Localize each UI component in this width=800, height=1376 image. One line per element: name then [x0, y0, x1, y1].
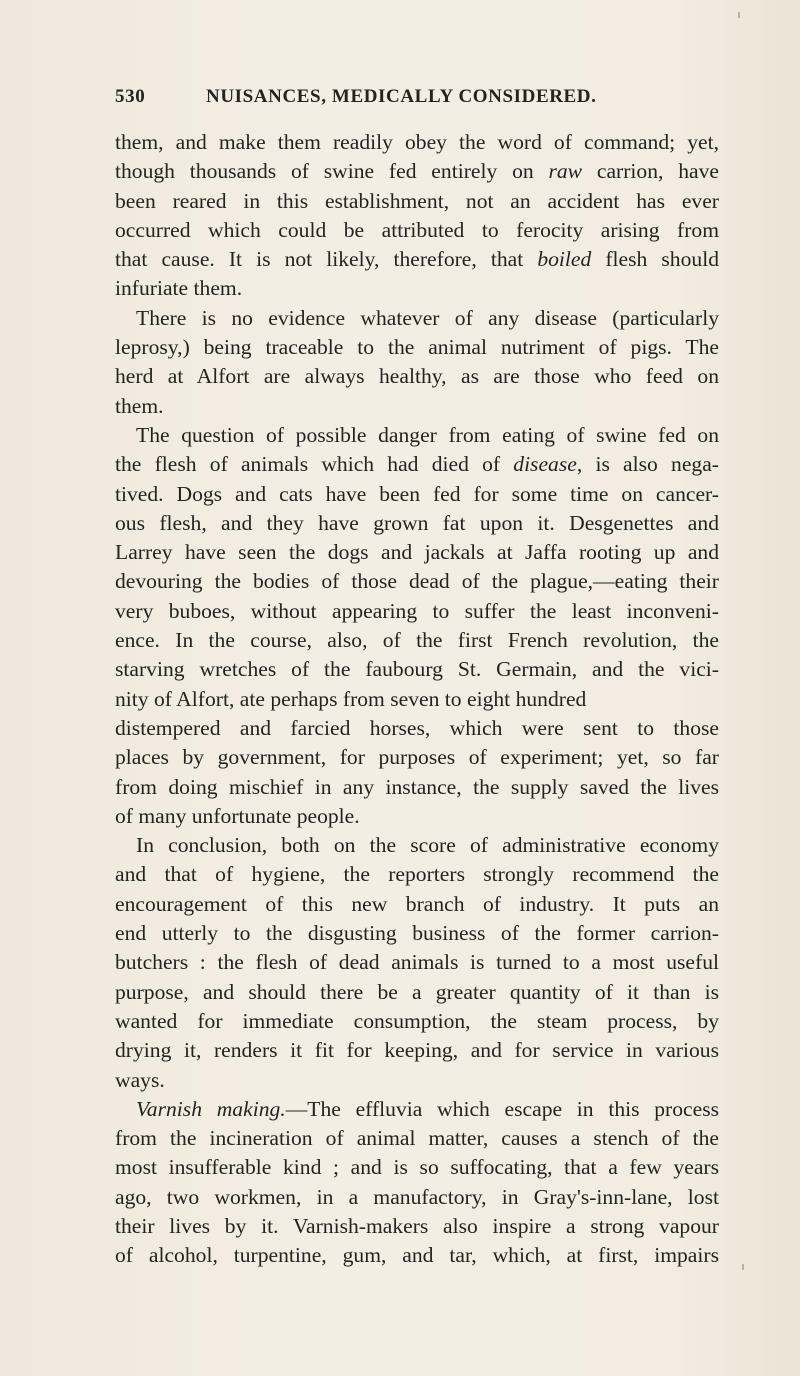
- text-line: Varnish making.—The effluvia which escape in this process: [136, 1096, 720, 1121]
- text-line: The question of possible danger from eating of swine fed on: [136, 422, 719, 447]
- text-line: devouring the bodies of those dead of the plague,—eating their: [115, 569, 719, 594]
- text-line: from doing mischief in any instance, the supply saved the lives: [115, 774, 719, 799]
- text-line: In conclusion, both on the score of administrative economy: [136, 833, 719, 858]
- text-line: the flesh of animals which had died of disease, is also nega-: [115, 452, 719, 477]
- text-line: infuriate them.: [115, 276, 243, 301]
- scan-speck: [742, 1264, 744, 1270]
- scan-speck: [738, 12, 740, 18]
- text-line: that cause. It is not likely, therefore, that boiled flesh should: [115, 247, 719, 272]
- text-line: There is no evidence whatever of any disease (particularly: [136, 305, 719, 330]
- text-line: ous flesh, and they have grown fat upon it. Desgenettes and: [115, 510, 719, 535]
- text-line: starving wretches of the faubourg St. Germain, and the vici-: [115, 657, 719, 682]
- text-line: been reared in this establishment, not an accident has ever: [115, 188, 719, 213]
- text-line: occurred which could be attributed to ferocity arising from: [115, 217, 719, 242]
- text-line: places by government, for purposes of experiment; yet, so far: [115, 745, 719, 770]
- text-line: very buboes, without appearing to suffer the least inconveni-: [115, 598, 719, 623]
- text-line: distempered and farcied horses, which were sent to those: [115, 715, 719, 740]
- text-line: ence. In the course, also, of the first French revolution, the: [115, 628, 719, 653]
- running-head: NUISANCES, MEDICALLY CONSIDERED.: [206, 86, 597, 107]
- text-line: ways.: [115, 1067, 165, 1092]
- text-line: from the incineration of animal matter, causes a stench of the: [115, 1126, 719, 1151]
- text-line: butchers : the flesh of dead animals is turned to a most useful: [115, 950, 719, 975]
- text-line: nity of Alfort, ate perhaps from seven to eight hundred: [115, 686, 587, 711]
- page-header: [115, 86, 715, 116]
- text-line: tived. Dogs and cats have been fed for some time on cancer-: [115, 481, 719, 506]
- text-line: ago, two workmen, in a manufactory, in Gray's-inn-lane, lost: [115, 1184, 719, 1209]
- text-line: leprosy,) being traceable to the animal nutriment of pigs. The: [115, 335, 719, 360]
- text-line: end utterly to the disgusting business of the former carrion-: [115, 921, 719, 946]
- text-line: and that of hygiene, the reporters strongly recommend the: [115, 862, 719, 887]
- text-line: of many unfortunate people.: [115, 803, 360, 828]
- text-line: their lives by it. Varnish-makers also inspire a strong vapour: [115, 1213, 719, 1238]
- text-line: of alcohol, turpentine, gum, and tar, which, at first, impairs: [115, 1243, 719, 1268]
- body-text: [115, 128, 719, 1271]
- text-line: herd at Alfort are always healthy, as are those who feed on: [115, 364, 719, 389]
- text-line: Larrey have seen the dogs and jackals at Jaffa rooting up and: [115, 540, 719, 565]
- text-line: them, and make them readily obey the word of command; yet,: [115, 130, 719, 154]
- text-line: encouragement of this new branch of industry. It puts an: [115, 891, 719, 916]
- text-line: them.: [115, 393, 164, 418]
- text-line: drying it, renders it fit for keeping, and for service in various: [115, 1038, 719, 1063]
- text-line: purpose, and should there be a greater quantity of it than is: [115, 979, 719, 1004]
- text-line: wanted for immediate consumption, the steam process, by: [115, 1008, 719, 1033]
- text-line: most insufferable kind ; and is so suffocating, that a few years: [115, 1155, 719, 1180]
- text-line: though thousands of swine fed entirely on raw carrion, have: [115, 159, 719, 184]
- page-number: 530: [115, 86, 146, 107]
